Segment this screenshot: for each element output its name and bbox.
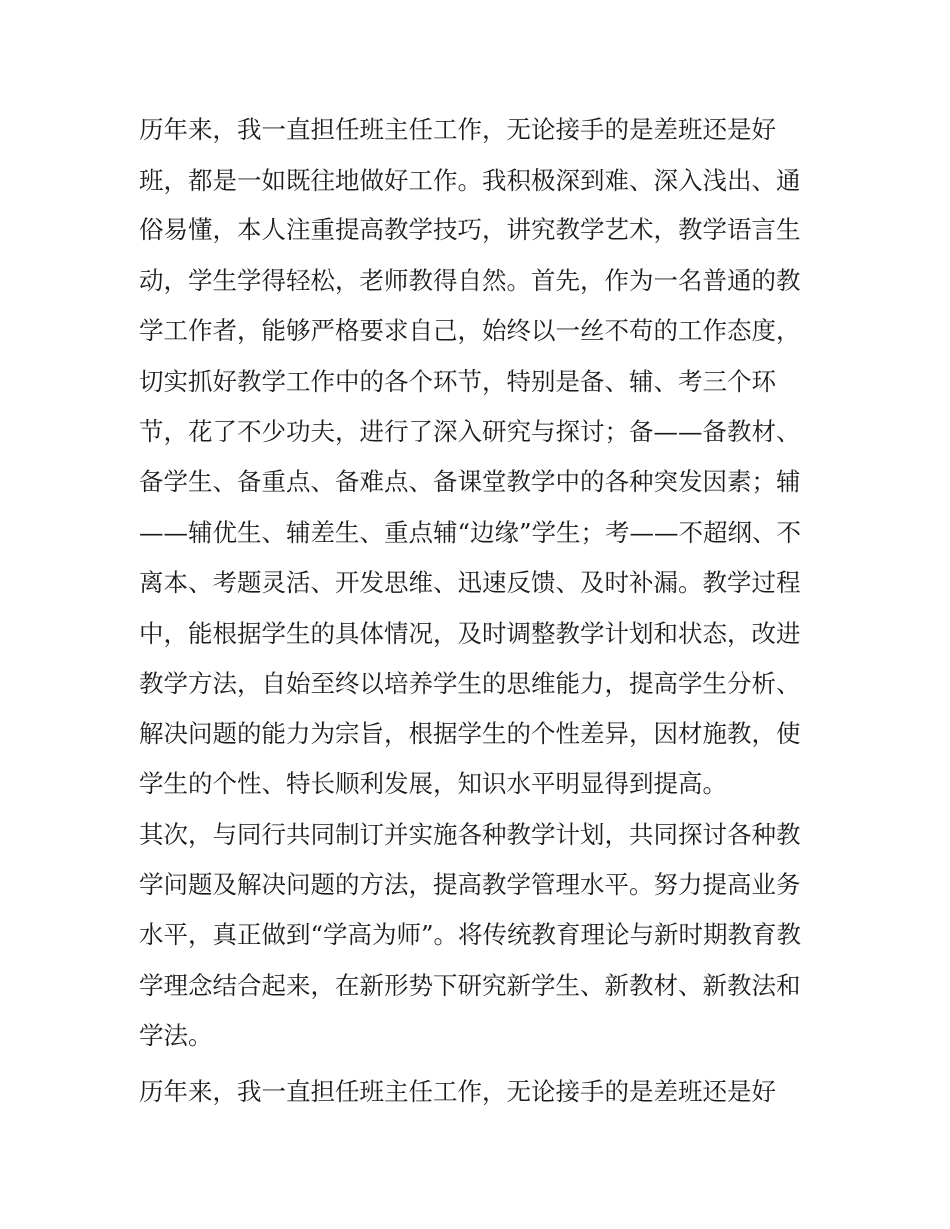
- text-line: 动，学生学得轻松，老师教得自然。首先，作为一名普通的教: [139, 266, 801, 295]
- text-line: 备学生、备重点、备难点、备课堂教学中的各种突发因素；辅: [139, 467, 801, 496]
- text-line: 其次，与同行共同制订并实施各种教学计划，共同探讨各种教: [139, 820, 801, 849]
- text-line: 水平，真正做到“学高为师”。将传统教育理论与新时期教育教: [139, 920, 802, 949]
- text-line: 中，能根据学生的具体情况，及时调整教学计划和状态，改进: [139, 619, 801, 648]
- text-line: 教学方法，自始至终以培养学生的思维能力，提高学生分析、: [139, 669, 801, 698]
- text-line: 历年来，我一直担任班主任工作，无论接手的是差班还是好: [139, 115, 776, 144]
- text-line: 学生的个性、特长顺利发展，知识水平明显得到提高。: [139, 769, 727, 798]
- text-line: 切实抓好教学工作中的各个环节，特别是备、辅、考三个环: [139, 367, 776, 396]
- text-line: 俗易懂，本人注重提高教学技巧，讲究教学艺术，教学语言生: [139, 215, 801, 244]
- text-line: 节，花了不少功夫，进行了深入研究与探讨；备——备教材、: [139, 417, 801, 446]
- text-line: 学工作者，能够严格要求自己，始终以一丝不苟的工作态度，: [139, 316, 801, 345]
- text-line: ——辅优生、辅差生、重点辅“边缘”学生；考——不超纲、不: [139, 518, 802, 547]
- text-line: 历年来，我一直担任班主任工作，无论接手的是差班还是好: [139, 1077, 776, 1106]
- text-line: 学法。: [139, 1021, 213, 1050]
- text-line: 班，都是一如既往地做好工作。我积极深到难、深入浅出、通: [139, 166, 801, 195]
- text-line: 学问题及解决问题的方法，提高教学管理水平。努力提高业务: [139, 870, 801, 899]
- text-line: 学理念结合起来，在新形势下研究新学生、新教材、新教法和: [139, 971, 801, 1000]
- text-line: 解决问题的能力为宗旨，根据学生的个性差异，因材施教，使: [139, 719, 801, 748]
- text-line: 离本、考题灵活、开发思维、迅速反馈、及时补漏。教学过程: [139, 568, 801, 597]
